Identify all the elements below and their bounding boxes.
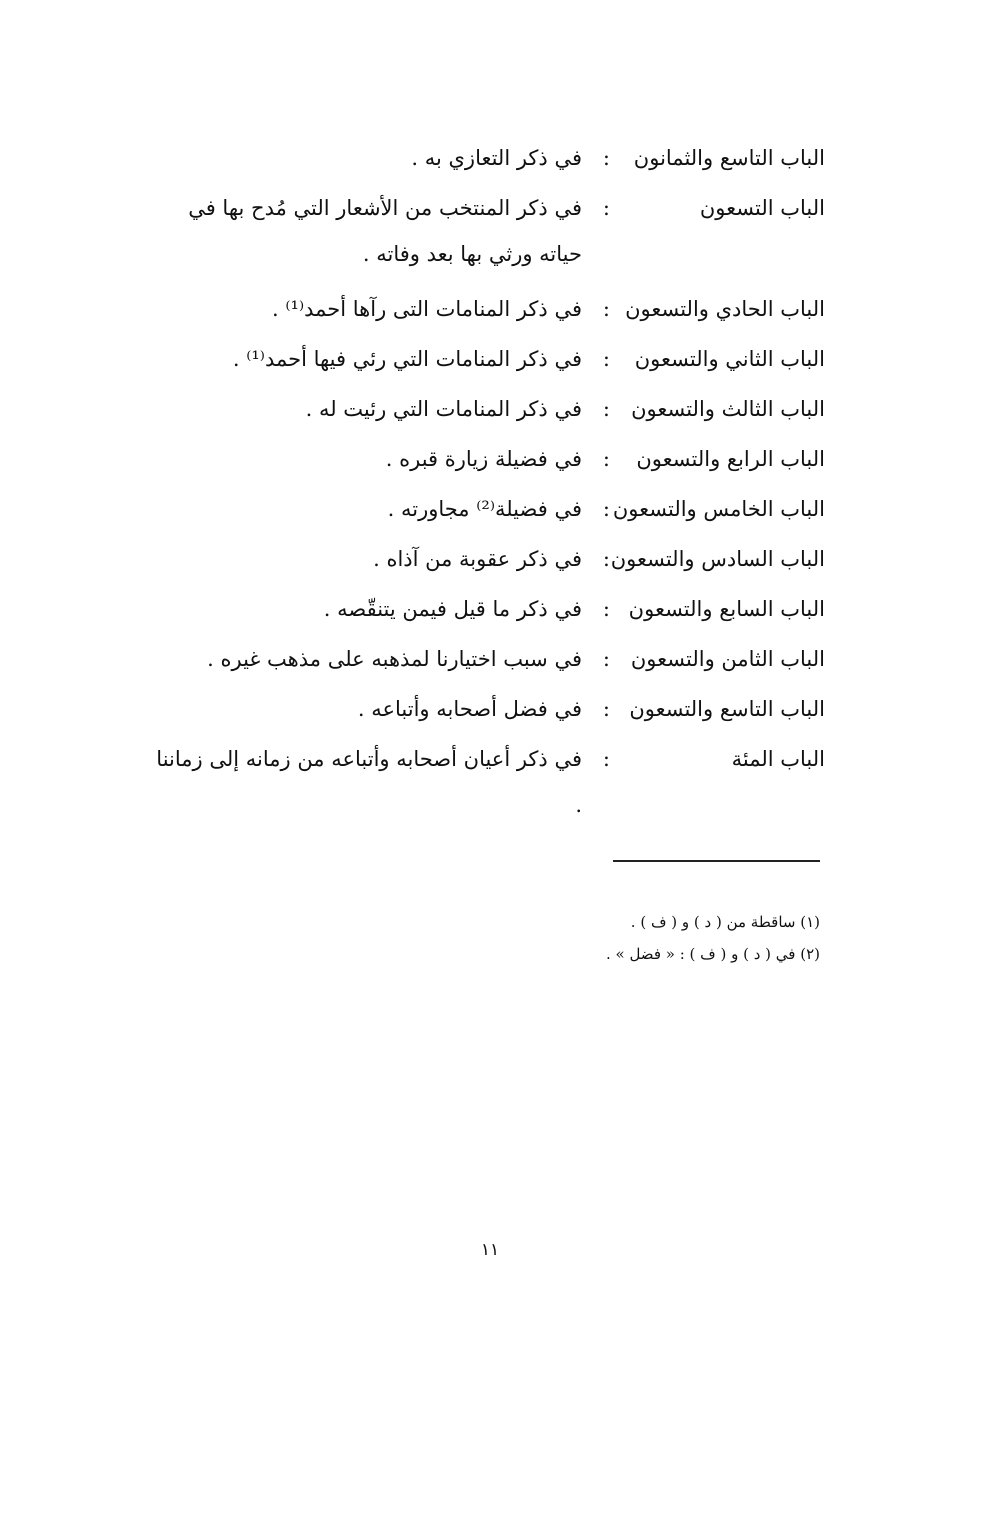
chapter-description: في سبب اختيارنا لمذهبه على مذهب غيره . [207,647,582,671]
chapter-description: في ذكر المنتخب من الأشعار التي مُدح بها في حياته ورثي بها بعد وفاته . [188,196,582,266]
chapter-title: الباب التاسع والتسعون [629,697,825,721]
separator-colon: : [602,447,610,471]
chapter-title: الباب التاسع والثمانون [633,146,825,170]
toc-row [155,291,825,327]
chapter-title: الباب السابع والتسعون [628,597,825,621]
separator-colon: : [602,297,610,321]
footnote-divider [613,860,820,862]
chapter-title: الباب السادس والتسعون [610,547,825,571]
separator-colon: : [602,747,610,771]
chapter-title: الباب الخامس والتسعون [612,497,825,521]
chapter-title: الباب الحادي والتسعون [625,297,825,321]
toc-row [155,591,825,627]
separator-colon: : [602,647,610,671]
separator-colon: : [602,347,610,371]
toc-row [155,341,825,377]
footnotes [420,906,820,970]
chapter-title: الباب الثاني والتسعون [634,347,825,371]
chapter-description: في ذكر أعيان أصحابه وأتباعه من زمانه إلى زماننا . [156,747,582,817]
chapter-list [155,140,825,842]
chapter-title: الباب الثالث والتسعون [631,397,825,421]
chapter-description: في فضيلة⁽²⁾ مجاورته . [387,497,582,521]
page-number: ١١ [480,1240,500,1260]
toc-row [155,641,825,677]
chapter-description: في فضيلة زيارة قبره . [385,447,582,471]
toc-row [155,391,825,427]
chapter-description: في ذكر عقوبة من آذاه . [373,547,582,571]
chapter-title: الباب الثامن والتسعون [630,647,825,671]
toc-row [155,491,825,527]
chapter-title: الباب الرابع والتسعون [636,447,825,471]
separator-colon: : [602,597,610,621]
separator-colon: : [602,547,610,571]
chapter-description: في ذكر المنامات التي رئي فيها أحمد⁽¹⁾ . [232,347,582,371]
separator-colon: : [602,196,610,220]
toc-row [155,741,825,828]
chapter-title: الباب التسعون [699,196,825,220]
toc-row [155,691,825,727]
footnote: (٢) في ( د ) و ( ف ) : « فضل » . [605,945,820,963]
chapter-description: في ذكر ما قيل فيمن يتنقّصه . [323,597,582,621]
toc-row [155,441,825,477]
chapter-description: في ذكر المنامات التي رئيت له . [305,397,582,421]
separator-colon: : [602,697,610,721]
toc-row [155,541,825,577]
separator-colon: : [602,397,610,421]
toc-row [155,140,825,176]
footnote: (١) ساقطة من ( د ) و ( ف ) . [630,913,820,931]
chapter-description: في ذكر التعازي به . [411,146,582,170]
separator-colon: : [602,146,610,170]
chapter-title: الباب المئة [731,747,825,771]
separator-colon: : [602,497,610,521]
toc-row [155,190,825,277]
chapter-description: في ذكر المنامات التى رآها أحمد⁽¹⁾ . [272,297,582,321]
chapter-description: في فضل أصحابه وأتباعه . [357,697,582,721]
